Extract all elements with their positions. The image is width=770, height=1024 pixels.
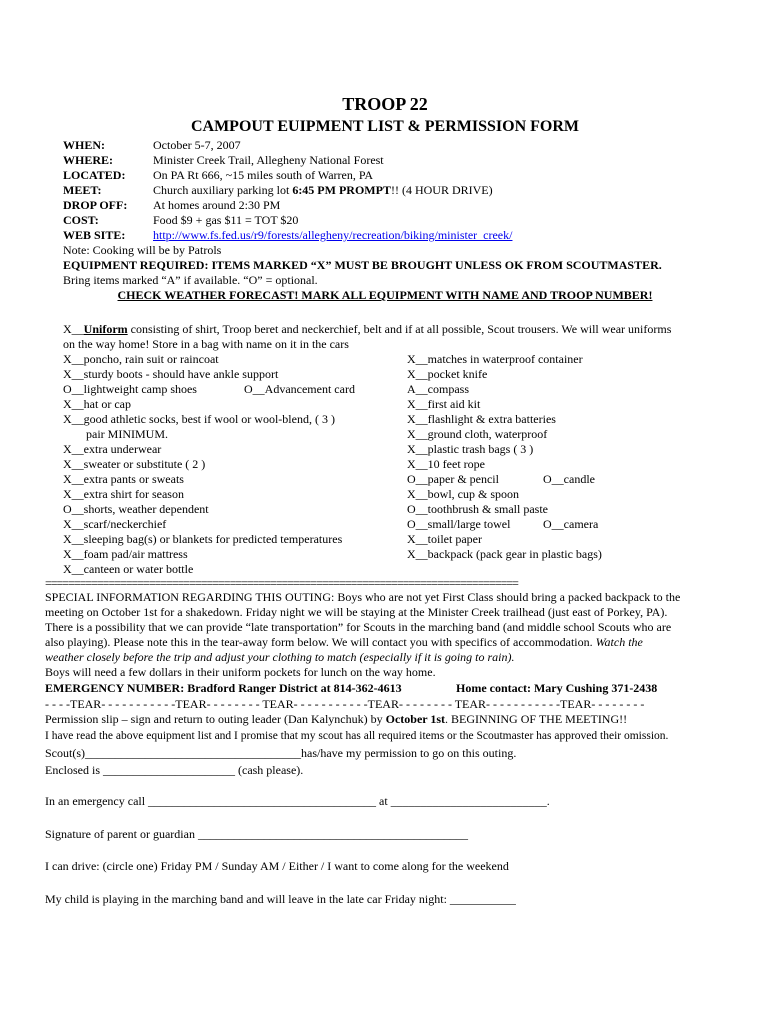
emergency-number: EMERGENCY NUMBER: Bradford Ranger District at 814-362-4613 [45,681,402,695]
uniform-label: Uniform [83,322,128,336]
when-label: WHEN: [63,138,105,152]
list-item-left: X__hat or cap [63,397,131,411]
page-subtitle: CAMPOUT EUIPMENT LIST & PERMISSION FORM [190,118,580,135]
list-item-left-continuation: pair MINIMUM. [86,427,168,441]
uniform-text: consisting of shirt, Troop beret and neckerchief, belt and if at all possible, Scout trousers. We will wear uniforms [127,322,672,336]
list-item-left: X__poncho, rain suit or raincoat [63,352,219,366]
meet-value-post: !! (4 HOUR DRIVE) [390,183,493,197]
list-item-right: X__first aid kit [407,397,481,411]
list-item-left: X__canteen or water bottle [63,562,194,576]
camera-item: O__camera [543,517,599,531]
dropoff-value: At homes around 2:30 PM [153,198,281,212]
signature-field[interactable]: Signature of parent or guardian _____________________________________________ [45,827,468,841]
uniform-prefix: X__ [63,322,84,336]
check-weather-heading: CHECK WEATHER FORECAST! MARK ALL EQUIPMENT WITH NAME AND TROOP NUMBER! [117,288,653,302]
watch-weather-line: weather closely before the trip and adjust your clothing to match (especially if it is going to rain). [45,650,515,664]
list-item-left: X__sweater or substitute ( 2 ) [63,457,206,471]
special-info-line [45,635,643,650]
special-info-line: meeting on October 1st for a shakedown. Friday night we will be staying at the Minister Creek trailhead (just east of Porkey, PA). [45,605,668,619]
candle-item: O__candle [543,472,595,486]
emergency-call-field[interactable]: In an emergency call ______________________________________ at __________________________. [45,794,550,808]
list-item-left: X__sleeping bag(s) or blankets for predicted temperatures [63,532,343,546]
uniform-item [63,322,671,337]
list-item-left: X__good athletic socks, best if wool or wool-blend, ( 3 ) [63,412,335,426]
permission-pre: Permission slip – sign and return to outing leader (Dan Kalynchuk) by [45,712,386,726]
permission-statement: I have read the above equipment list and I promise that my scout has all required items or the Scoutmaster has approved their omission. [45,730,669,742]
scouts-permission-field[interactable]: Scout(s)____________________________________has/have my permission to go on this outing. [45,746,517,760]
special-info-line: There is a possibility that we can provide “late transportation” for Scouts in the marching band (and middle school Scouts who are [45,620,672,634]
list-item-right: X__toilet paper [407,532,482,546]
permission-slip-heading [45,712,627,727]
tear-line: - - - -TEAR- - - - - - - - - - -TEAR- - - - - - - - TEAR- - - - - - - - - - -TEAR- - - - - - - - TEAR- - - - - - - - - - -TEAR- - - - - - - - [45,697,645,711]
list-item-right: O__paper & pencil [407,472,499,486]
uniform-item-line2: on the way home! Store in a bag with name on it in the cars [63,337,349,351]
where-value: Minister Creek Trail, Allegheny National Forest [153,153,384,167]
located-label: LOCATED: [63,168,126,182]
website-label: WEB SITE: [63,228,126,242]
located-value: On PA Rt 666, ~15 miles south of Warren, PA [153,168,374,182]
watch-weather-text: Watch the [595,635,643,649]
list-item-right: O__toothbrush & small paste [407,502,548,516]
bring-items-note: Bring items marked “A” if available. “O” = optional. [63,273,318,287]
meet-value [153,183,493,198]
can-drive-field[interactable]: I can drive: (circle one) Friday PM / Sunday AM / Either / I want to come along for the weekend [45,859,509,873]
list-item-left: X__extra pants or sweats [63,472,184,486]
list-item-right: X__plastic trash bags ( 3 ) [407,442,534,456]
special-info-text: also playing). Please note this in the tear-away form below. We will contact you with specifics of accommodation. [45,635,593,649]
list-item-left: X__foam pad/air mattress [63,547,188,561]
list-item-right: X__matches in waterproof container [407,352,583,366]
when-value: October 5-7, 2007 [153,138,241,152]
meet-time: 6:45 PM PROMPT [292,183,391,197]
list-item-right: X__pocket knife [407,367,488,381]
list-item-right: O__small/large towel [407,517,511,531]
list-item-right: X__ground cloth, waterproof [407,427,548,441]
permission-post: . BEGINNING OF THE MEETING!! [445,712,628,726]
enclosed-amount-field[interactable]: Enclosed is ______________________ (cash please). [45,763,304,777]
lunch-money-note: Boys will need a few dollars in their uniform pockets for lunch on the way home. [45,665,436,679]
website-link[interactable]: http://www.fs.fed.us/r9/forests/allegheny/recreation/biking/minister_creek/ [153,228,513,242]
list-item-right: X__10 feet rope [407,457,485,471]
list-item-left: X__sturdy boots - should have ankle support [63,367,279,381]
list-item-right: X__flashlight & extra batteries [407,412,556,426]
permission-date: October 1st [385,712,446,726]
advancement-card-item: O__Advancement card [244,382,355,396]
where-label: WHERE: [63,153,114,167]
page-title: TROOP 22 [342,94,428,114]
list-item-left: X__scarf/neckerchief [63,517,167,531]
dropoff-label: DROP OFF: [63,198,128,212]
special-info-line: SPECIAL INFORMATION REGARDING THIS OUTING: Boys who are not yet First Class should bring a packed backpack to the [45,590,681,604]
meet-value-pre: Church auxiliary parking lot [153,183,293,197]
home-contact: Home contact: Mary Cushing 371-2438 [456,681,658,695]
meet-label: MEET: [63,183,102,197]
list-item-right: X__bowl, cup & spoon [407,487,519,501]
cost-label: COST: [63,213,99,227]
list-item-right: A__compass [407,382,469,396]
list-item-left: O__lightweight camp shoes [63,382,197,396]
list-item-left: O__shorts, weather dependent [63,502,209,516]
list-item-left: X__extra shirt for season [63,487,184,501]
section-divider: ================================================================================== [45,576,518,590]
list-item-right: X__backpack (pack gear in plastic bags) [407,547,602,561]
list-item-left: X__extra underwear [63,442,162,456]
cost-value: Food $9 + gas $11 = TOT $20 [153,213,299,227]
equipment-required-heading: EQUIPMENT REQUIRED: ITEMS MARKED “X” MUST BE BROUGHT UNLESS OK FROM SCOUTMASTER. [63,258,662,272]
cooking-note: Note: Cooking will be by Patrols [63,243,222,257]
marching-band-field[interactable]: My child is playing in the marching band and will leave in the late car Friday night: ___________ [45,892,516,906]
